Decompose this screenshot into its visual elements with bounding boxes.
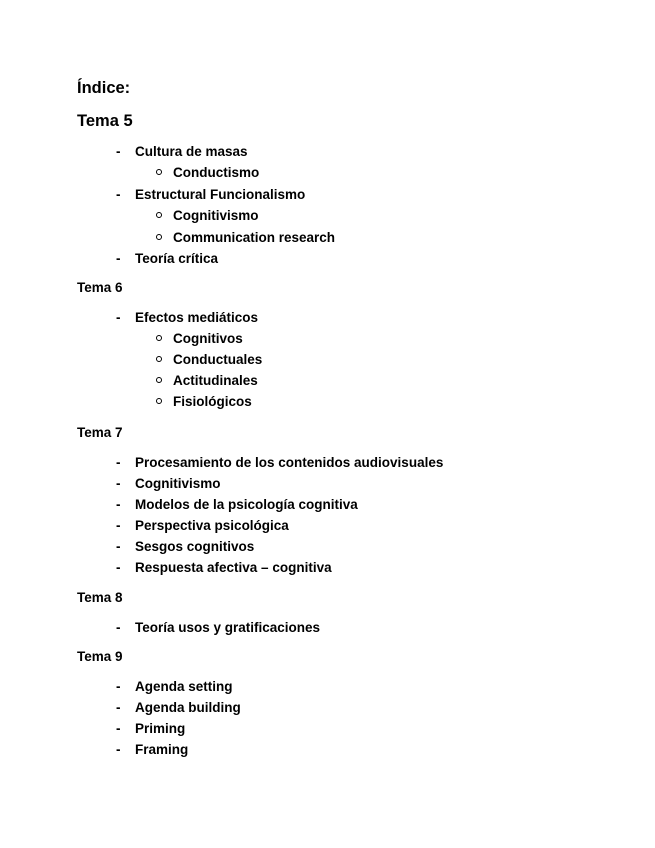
- list-item: Cultura de masas: [135, 144, 248, 159]
- circle-bullet-icon: [156, 335, 162, 341]
- list-item: Teoría usos y gratificaciones: [135, 620, 321, 635]
- sub-list-item: Conductismo: [173, 165, 260, 180]
- list-dash: -: [116, 721, 121, 736]
- tema9-heading: Tema 9: [77, 649, 123, 664]
- list-dash: -: [116, 476, 121, 491]
- circle-bullet-icon: [156, 169, 162, 175]
- list-item: Efectos mediáticos: [135, 310, 259, 325]
- list-item: Agenda building: [135, 700, 241, 715]
- list-dash: -: [116, 497, 121, 512]
- list-dash: -: [116, 700, 121, 715]
- list-dash: -: [116, 310, 121, 325]
- list-dash: -: [116, 620, 121, 635]
- circle-bullet-icon: [156, 377, 162, 383]
- list-dash: -: [116, 742, 121, 757]
- list-item: Respuesta afectiva – cognitiva: [135, 560, 332, 575]
- list-dash: -: [116, 518, 121, 533]
- list-item: Teoría crítica: [135, 251, 219, 266]
- list-item: Cognitivismo: [135, 476, 221, 491]
- list-dash: -: [116, 539, 121, 554]
- circle-bullet-icon: [156, 398, 162, 404]
- circle-bullet-icon: [156, 234, 162, 240]
- sub-list-item: Cognitivismo: [173, 208, 259, 223]
- sub-list-item: Fisiológicos: [173, 394, 252, 409]
- list-item: Agenda setting: [135, 679, 233, 694]
- list-dash: -: [116, 679, 121, 694]
- list-dash: -: [116, 560, 121, 575]
- list-dash: -: [116, 455, 121, 470]
- tema7-heading: Tema 7: [77, 425, 123, 440]
- list-item: Perspectiva psicológica: [135, 518, 289, 533]
- list-dash: -: [116, 251, 121, 266]
- tema8-heading: Tema 8: [77, 590, 123, 605]
- list-dash: -: [116, 144, 121, 159]
- sub-list-item: Communication research: [173, 230, 336, 245]
- sub-list-item: Actitudinales: [173, 373, 258, 388]
- circle-bullet-icon: [156, 356, 162, 362]
- list-item: Procesamiento de los contenidos audiovisuales: [135, 455, 444, 470]
- list-item: Sesgos cognitivos: [135, 539, 255, 554]
- list-item: Priming: [135, 721, 186, 736]
- circle-bullet-icon: [156, 212, 162, 218]
- list-item: Estructural Funcionalismo: [135, 187, 306, 202]
- sub-list-item: Conductuales: [173, 352, 263, 367]
- list-item: Modelos de la psicología cognitiva: [135, 497, 358, 512]
- list-item: Framing: [135, 742, 189, 757]
- list-dash: -: [116, 187, 121, 202]
- tema6-heading: Tema 6: [77, 280, 123, 295]
- sub-list-item: Cognitivos: [173, 331, 243, 346]
- tema5-heading: Tema 5: [77, 112, 133, 130]
- index-title: Índice:: [77, 79, 131, 97]
